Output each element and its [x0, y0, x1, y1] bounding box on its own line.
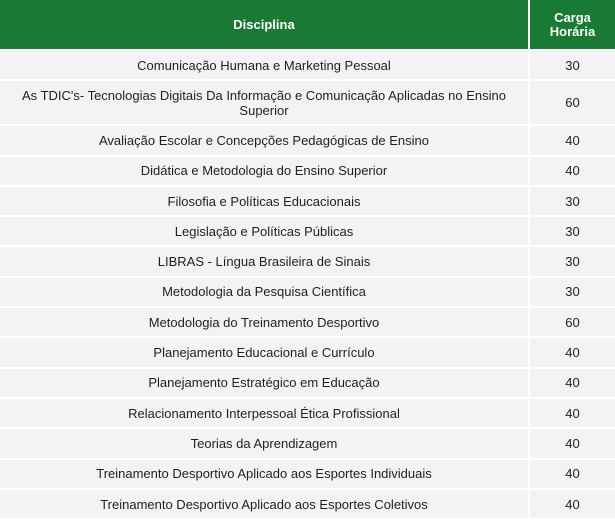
cell-carga: 30: [529, 216, 615, 246]
cell-carga: 60: [529, 80, 615, 125]
cell-disciplina: LIBRAS - Língua Brasileira de Sinais: [0, 246, 529, 276]
cell-carga: 30: [529, 186, 615, 216]
cell-disciplina: Treinamento Desportivo Aplicado aos Esportes Coletivos: [0, 489, 529, 518]
table-row: [0, 125, 615, 155]
table-row: [0, 80, 615, 125]
table-row: [0, 307, 615, 337]
cell-carga: 40: [529, 459, 615, 489]
cell-disciplina: Comunicação Humana e Marketing Pessoal: [0, 50, 529, 80]
cell-disciplina: Planejamento Educacional e Currículo: [0, 337, 529, 367]
cell-carga: 40: [529, 368, 615, 398]
table-row: [0, 50, 615, 80]
table-row: [0, 186, 615, 216]
cell-disciplina: Filosofia e Políticas Educacionais: [0, 186, 529, 216]
cell-carga: 40: [529, 156, 615, 186]
header-carga-horaria: [529, 0, 615, 50]
table-row: [0, 398, 615, 428]
header-carga-line2: Horária: [549, 23, 596, 39]
header-carga-line1: Carga: [554, 9, 591, 25]
table-row: [0, 216, 615, 246]
cell-carga: 30: [529, 277, 615, 307]
cell-disciplina: Relacionamento Interpessoal Ética Profissional: [0, 398, 529, 428]
header-row: [0, 0, 615, 50]
table-row: [0, 489, 615, 518]
cell-disciplina: Treinamento Desportivo Aplicado aos Esportes Individuais: [0, 459, 529, 489]
table-row: [0, 459, 615, 489]
cell-disciplina: Metodologia do Treinamento Desportivo: [0, 307, 529, 337]
table-row: [0, 246, 615, 276]
cell-disciplina: Metodologia da Pesquisa Científica: [0, 277, 529, 307]
cell-carga: 40: [529, 337, 615, 367]
header-disciplina: Disciplina: [0, 0, 529, 50]
cell-carga: 40: [529, 398, 615, 428]
cell-disciplina: Didática e Metodologia do Ensino Superior: [0, 156, 529, 186]
cell-carga: 30: [529, 246, 615, 276]
cell-carga: 40: [529, 428, 615, 458]
table-row: [0, 428, 615, 458]
table-row: [0, 156, 615, 186]
cell-carga: 60: [529, 307, 615, 337]
cell-disciplina: Avaliação Escolar e Concepções Pedagógicas de Ensino: [0, 125, 529, 155]
cell-carga: 30: [529, 50, 615, 80]
table-row: [0, 277, 615, 307]
table-header: [0, 0, 615, 50]
cell-disciplina: As TDIC's- Tecnologias Digitais Da Informação e Comunicação Aplicadas no Ensino Superior: [0, 80, 529, 125]
table-row: [0, 368, 615, 398]
table-row: [0, 337, 615, 367]
cell-disciplina: Legislação e Políticas Públicas: [0, 216, 529, 246]
cell-disciplina: Teorias da Aprendizagem: [0, 428, 529, 458]
cell-disciplina: Planejamento Estratégico em Educação: [0, 368, 529, 398]
cell-carga: 40: [529, 125, 615, 155]
table-body: [0, 50, 615, 518]
cell-carga: 40: [529, 489, 615, 518]
